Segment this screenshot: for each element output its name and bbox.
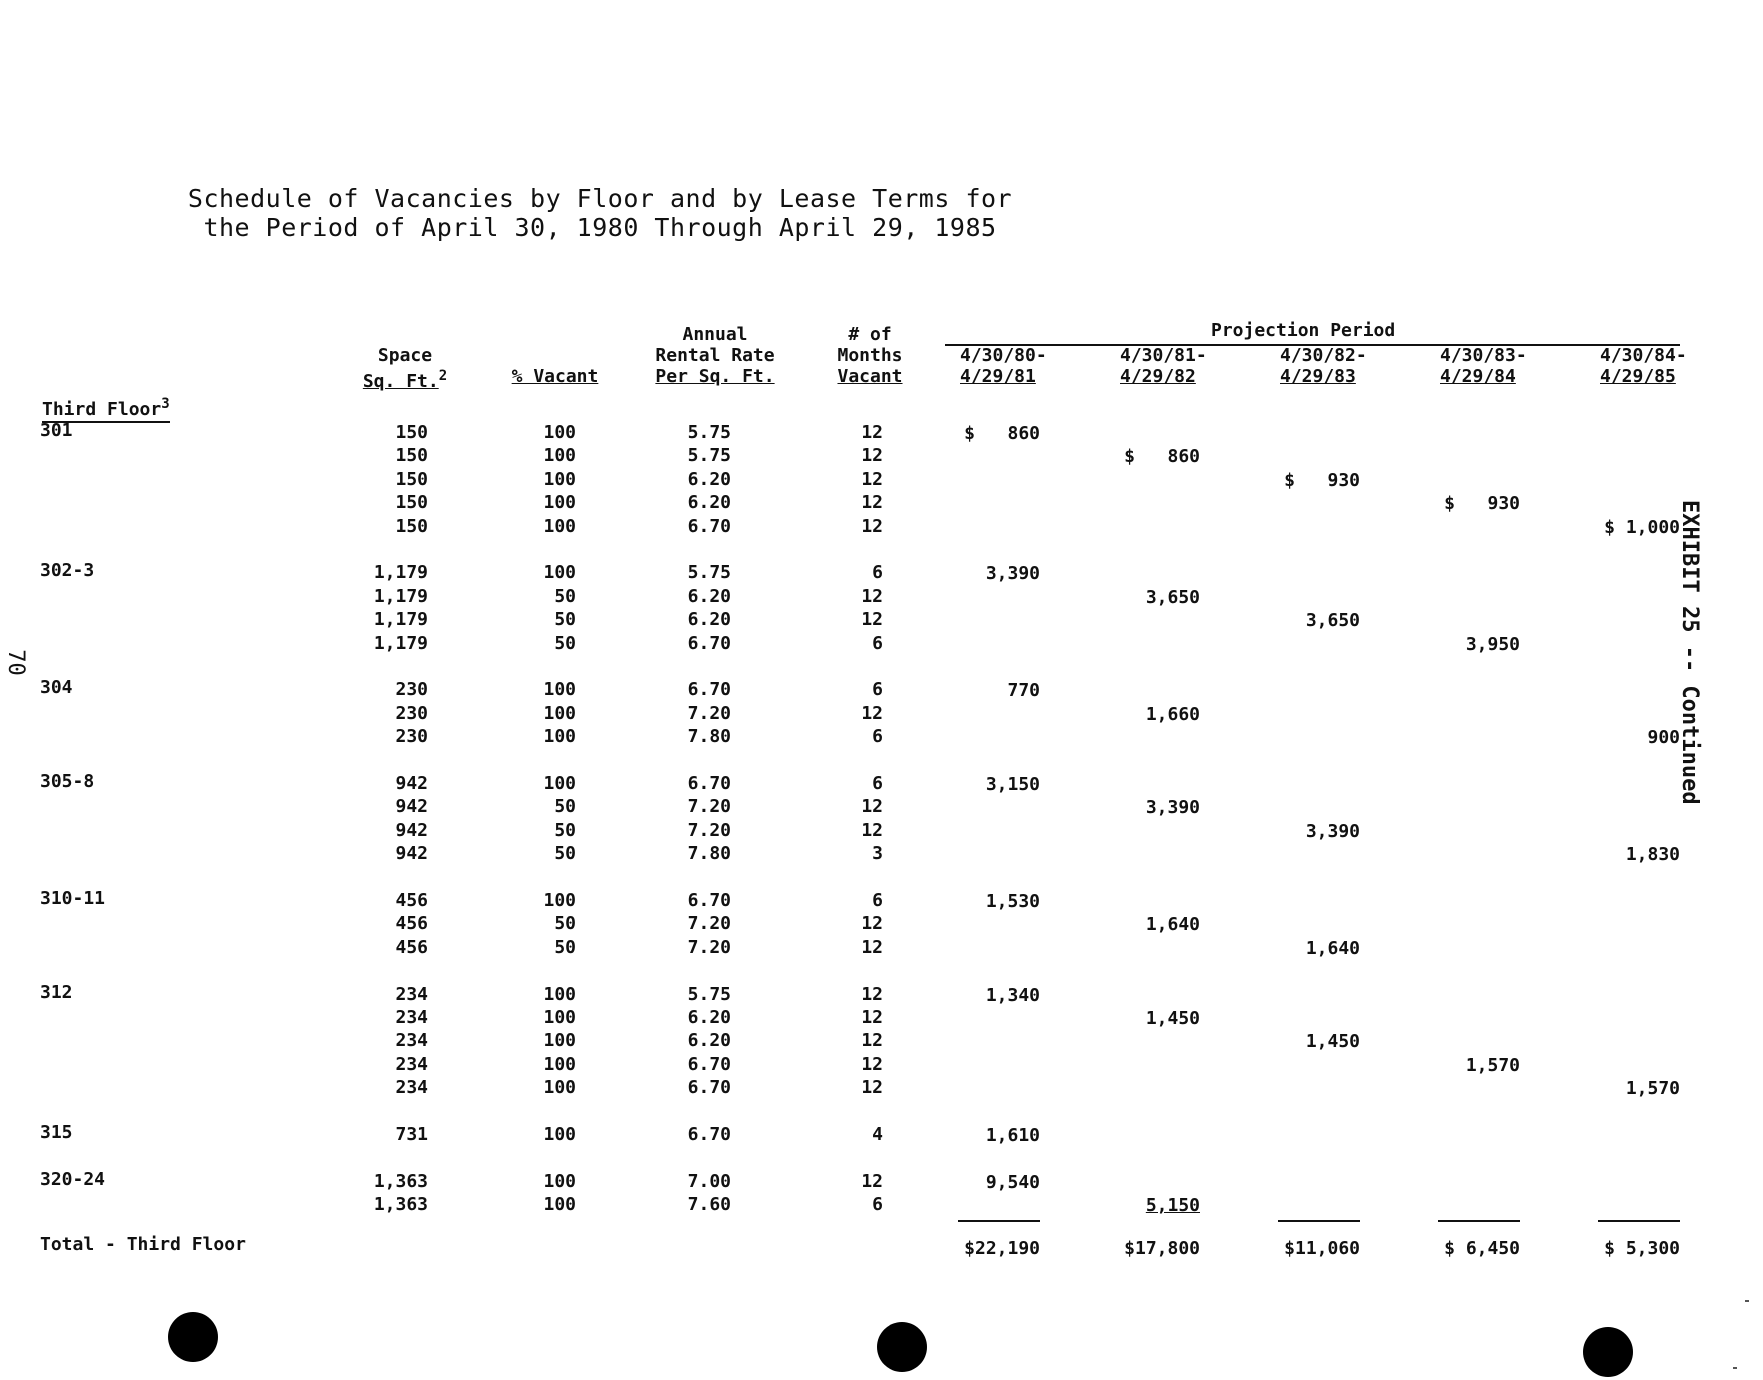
projected-amount: 770 [1007, 680, 1040, 702]
punch-hole-right [1583, 1327, 1633, 1377]
space-sq-ft: 150 [395, 445, 428, 467]
projected-amount: 3,150 [985, 774, 1040, 795]
months-vacant: 12 [861, 1170, 883, 1192]
months-vacant: 12 [861, 913, 883, 935]
projected-amount: 3,650 [1145, 586, 1200, 608]
percent-vacant: 100 [543, 1053, 576, 1075]
unit-label: 304 [40, 677, 73, 699]
months-vacant: 4 [872, 1124, 883, 1145]
months-vacant: 12 [861, 796, 883, 818]
percent-vacant: 50 [554, 632, 576, 654]
rental-rate: 6.70 [687, 1077, 731, 1099]
header-rate: Annual Rental Rate Per Sq. Ft. [655, 324, 775, 387]
percent-vacant: 100 [543, 679, 576, 701]
months-vacant: 6 [872, 562, 883, 584]
projected-amount: $ 930 [1444, 493, 1520, 515]
months-vacant: 12 [861, 422, 883, 443]
unit-label: 320-24 [40, 1168, 106, 1190]
space-sq-ft: 150 [395, 468, 428, 490]
rental-rate: 6.70 [687, 1124, 731, 1145]
percent-vacant: 50 [554, 609, 576, 631]
rental-rate: 5.75 [687, 562, 731, 584]
projected-amount: 1,450 [1145, 1008, 1200, 1029]
space-sq-ft: 942 [395, 843, 428, 865]
projected-amount: $ 860 [964, 423, 1040, 444]
rental-rate: 6.70 [687, 890, 731, 911]
rental-rate: 7.80 [687, 843, 731, 865]
rental-rate: 6.20 [687, 585, 731, 607]
total-rule [1438, 1220, 1520, 1222]
months-vacant: 6 [872, 890, 883, 911]
projected-amount: 1,660 [1145, 703, 1200, 725]
exhibit-label: EXHIBIT 25 -- Continued [1677, 500, 1702, 805]
header-period-1: 4/30/80- 4/29/81 [960, 345, 1047, 387]
unit-label: 301 [40, 420, 73, 441]
space-sq-ft: 234 [395, 1030, 428, 1052]
percent-vacant: 100 [543, 983, 576, 1005]
space-sq-ft: 942 [395, 773, 428, 794]
months-vacant: 12 [861, 1007, 883, 1028]
rental-rate: 6.70 [687, 679, 731, 701]
rental-rate: 6.70 [687, 632, 731, 654]
projected-amount: 1,610 [985, 1125, 1040, 1146]
months-vacant: 12 [861, 702, 883, 724]
projected-amount: 1,450 [1305, 1031, 1360, 1053]
percent-vacant: 100 [543, 773, 576, 794]
total-amount: $ 6,450 [1444, 1238, 1520, 1260]
total-rule [1278, 1220, 1360, 1222]
percent-vacant: 50 [554, 585, 576, 607]
percent-vacant: 100 [543, 1170, 576, 1192]
percent-vacant: 50 [554, 913, 576, 935]
space-sq-ft: 1,179 [373, 609, 428, 631]
projected-amount: 9,540 [985, 1171, 1040, 1193]
header-period-4: 4/30/83- 4/29/84 [1440, 345, 1527, 387]
percent-vacant: 100 [543, 1194, 576, 1216]
percent-vacant: 100 [543, 1007, 576, 1028]
space-sq-ft: 731 [395, 1124, 428, 1145]
rental-rate: 6.20 [687, 468, 731, 490]
rental-rate: 6.20 [687, 1007, 731, 1028]
unit-label: 302-3 [40, 560, 95, 582]
rental-rate: 5.75 [687, 445, 731, 467]
rental-rate: 6.70 [687, 1053, 731, 1075]
projected-amount: 1,570 [1625, 1078, 1680, 1100]
months-vacant: 6 [872, 726, 883, 748]
total-label: Total - Third Floor [40, 1234, 246, 1256]
rental-rate: 6.20 [687, 609, 731, 631]
projected-amount: 3,390 [1305, 820, 1360, 842]
months-vacant: 12 [861, 983, 883, 1005]
total-amount: $ 5,300 [1604, 1238, 1680, 1260]
rental-rate: 7.80 [687, 726, 731, 748]
total-amount: $22,190 [964, 1238, 1040, 1260]
header-period-3: 4/30/82- 4/29/83 [1280, 345, 1367, 387]
rental-rate: 7.20 [687, 913, 731, 935]
space-sq-ft: 150 [395, 422, 428, 443]
projection-period-label: Projection Period [1211, 320, 1396, 341]
percent-vacant: 50 [554, 843, 576, 865]
percent-vacant: 100 [543, 422, 576, 443]
header-space: Space Sq. Ft.$^2$ [362, 345, 448, 392]
rental-rate: 7.20 [687, 819, 731, 841]
projected-amount: 1,640 [1145, 914, 1200, 936]
unit-label: 305-8 [40, 771, 95, 792]
title-line-1: Schedule of Vacancies by Floor and by Lease Terms for [187, 184, 1013, 213]
months-vacant: 12 [861, 819, 883, 841]
projected-amount: 3,950 [1465, 633, 1520, 655]
projected-amount: 1,340 [985, 984, 1040, 1006]
rental-rate: 6.20 [687, 1030, 731, 1052]
scan-speck [1733, 1367, 1737, 1369]
months-vacant: 6 [872, 679, 883, 701]
rental-rate: 6.70 [687, 773, 731, 794]
space-sq-ft: 234 [395, 983, 428, 1005]
months-vacant: 12 [861, 468, 883, 490]
page-number: 70 [2, 649, 28, 676]
months-vacant: 6 [872, 773, 883, 794]
punch-hole-left [168, 1312, 218, 1362]
space-sq-ft: 234 [395, 1077, 428, 1099]
space-sq-ft: 230 [395, 702, 428, 724]
space-sq-ft: 456 [395, 936, 428, 958]
space-sq-ft: 230 [395, 726, 428, 748]
total-amount: $11,060 [1284, 1238, 1360, 1260]
projected-amount: 1,830 [1625, 844, 1680, 866]
unit-label: 310-11 [40, 888, 106, 909]
rental-rate: 7.60 [687, 1194, 731, 1216]
projected-amount: 900 [1647, 727, 1680, 749]
total-amount: $17,800 [1124, 1238, 1200, 1260]
percent-vacant: 100 [543, 445, 576, 467]
months-vacant: 3 [872, 843, 883, 865]
space-sq-ft: 456 [395, 913, 428, 935]
space-sq-ft: 942 [395, 796, 428, 818]
header-period-2: 4/30/81- 4/29/82 [1120, 345, 1207, 387]
space-sq-ft: 230 [395, 679, 428, 701]
projected-amount: 1,570 [1465, 1054, 1520, 1076]
percent-vacant: 100 [543, 492, 576, 514]
months-vacant: 12 [861, 585, 883, 607]
space-sq-ft: 234 [395, 1007, 428, 1028]
percent-vacant: 100 [543, 1030, 576, 1052]
punch-hole-center [877, 1322, 927, 1372]
months-vacant: 12 [861, 1053, 883, 1075]
rental-rate: 6.70 [687, 515, 731, 537]
projected-amount: $ 860 [1124, 446, 1200, 468]
months-vacant: 12 [861, 492, 883, 514]
percent-vacant: 100 [543, 702, 576, 724]
percent-vacant: 100 [543, 515, 576, 537]
header-vacant: % Vacant [511, 366, 599, 387]
header-months: # of Months Vacant [837, 324, 903, 387]
space-sq-ft: 942 [395, 819, 428, 841]
rental-rate: 7.20 [687, 796, 731, 818]
percent-vacant: 50 [554, 819, 576, 841]
projected-amount: 1,530 [985, 891, 1040, 912]
percent-vacant: 50 [554, 796, 576, 818]
months-vacant: 12 [861, 936, 883, 958]
months-vacant: 12 [861, 515, 883, 537]
scan-speck [1745, 1300, 1749, 1302]
space-sq-ft: 1,179 [373, 562, 428, 584]
months-vacant: 12 [861, 609, 883, 631]
percent-vacant: 50 [554, 936, 576, 958]
space-sq-ft: 1,363 [373, 1194, 428, 1216]
percent-vacant: 100 [543, 468, 576, 490]
space-sq-ft: 456 [395, 890, 428, 911]
rental-rate: 5.75 [687, 422, 731, 443]
rental-rate: 6.20 [687, 492, 731, 514]
percent-vacant: 100 [543, 890, 576, 911]
projected-amount: 3,390 [985, 563, 1040, 585]
rental-rate: 7.20 [687, 702, 731, 724]
projected-amount: $ 930 [1284, 469, 1360, 491]
months-vacant: 6 [872, 1194, 883, 1216]
projected-amount: 5,150 [1145, 1195, 1200, 1217]
projected-amount: 3,650 [1305, 610, 1360, 632]
rental-rate: 5.75 [687, 983, 731, 1005]
percent-vacant: 100 [543, 1124, 576, 1145]
months-vacant: 12 [861, 1077, 883, 1099]
months-vacant: 12 [861, 445, 883, 467]
unit-label: 315 [40, 1122, 73, 1143]
space-sq-ft: 1,179 [373, 585, 428, 607]
rental-rate: 7.20 [687, 936, 731, 958]
floor-label: Third Floor$^3$ [42, 396, 170, 423]
percent-vacant: 100 [543, 562, 576, 584]
title-line-2: the Period of April 30, 1980 Through April 29, 1985 [203, 213, 997, 242]
space-sq-ft: 150 [395, 515, 428, 537]
document-title [0, 184, 1200, 242]
months-vacant: 6 [872, 632, 883, 654]
total-rule [958, 1220, 1040, 1222]
projected-amount: $ 1,000 [1604, 516, 1680, 538]
unit-label: 312 [40, 981, 73, 1003]
months-vacant: 12 [861, 1030, 883, 1052]
space-sq-ft: 1,179 [373, 632, 428, 654]
space-sq-ft: 234 [395, 1053, 428, 1075]
total-rule [1598, 1220, 1680, 1222]
space-sq-ft: 150 [395, 492, 428, 514]
header-period-5: 4/30/84- 4/29/85 [1600, 345, 1687, 387]
space-sq-ft: 1,363 [373, 1170, 428, 1192]
projected-amount: 3,390 [1145, 797, 1200, 819]
rental-rate: 7.00 [687, 1170, 731, 1192]
percent-vacant: 100 [543, 1077, 576, 1099]
projected-amount: 1,640 [1305, 937, 1360, 959]
percent-vacant: 100 [543, 726, 576, 748]
